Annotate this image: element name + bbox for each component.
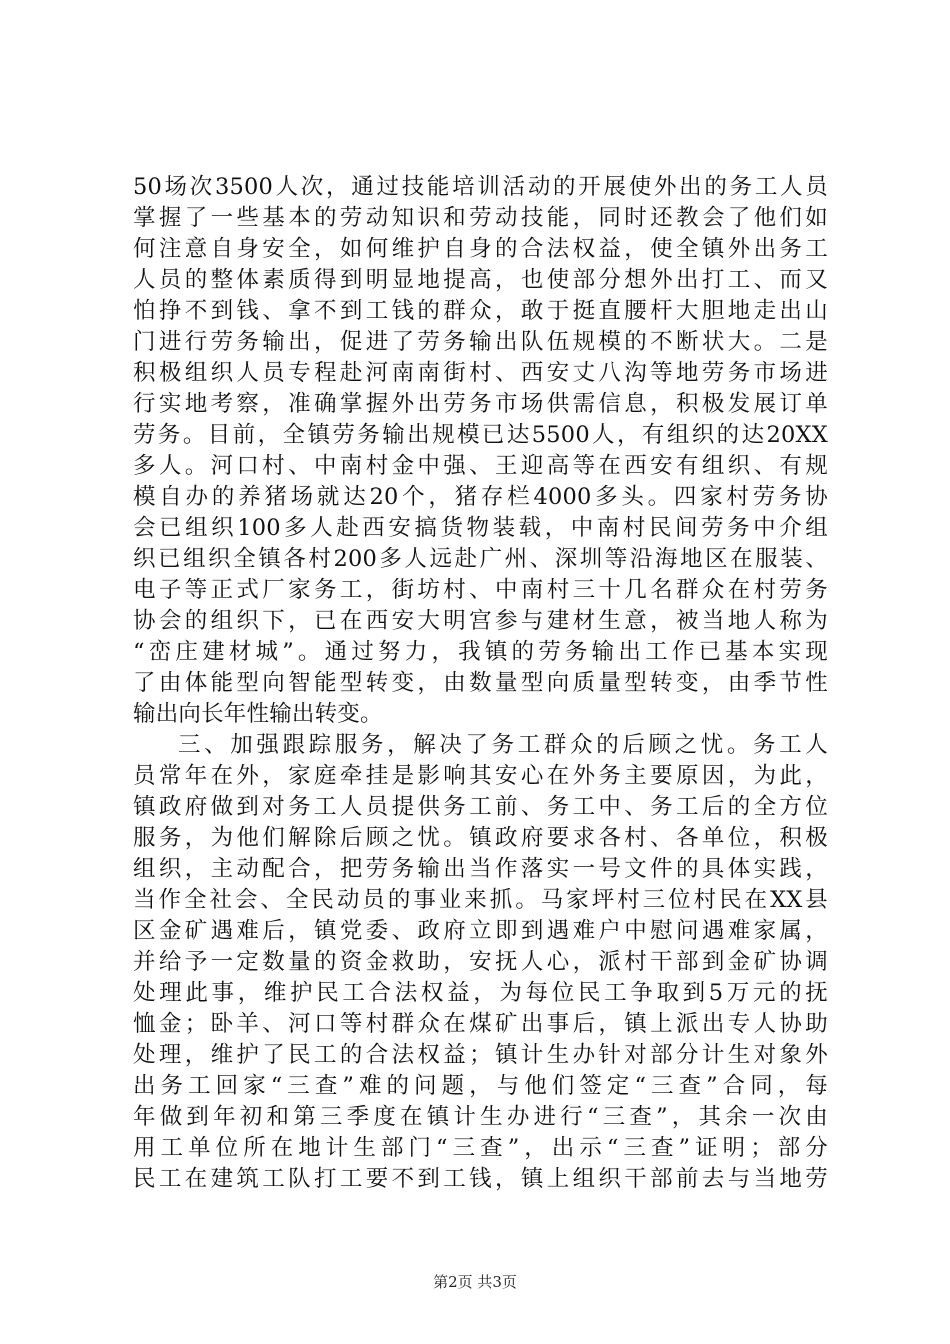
paragraph-line: 织已组织全镇各村200多人远赴广州、深圳等沿海地区在服装、 xyxy=(133,546,828,572)
paragraph-line: 年做到年初和第三季度在镇计生办进行“三查”，其余一次由 xyxy=(133,1104,828,1130)
paragraph-line: 处理，维护了民工的合法权益；镇计生办针对部分计生对象外 xyxy=(133,1042,828,1068)
page-number-footer: 第2页 共3页 xyxy=(433,1273,517,1291)
paragraph-line: 人员的整体素质得到明显地提高，也使部分想外出打工、而又 xyxy=(133,267,828,293)
paragraph-line: 门进行劳务输出，促进了劳务输出队伍规模的不断状大。二是 xyxy=(133,329,828,355)
paragraph-line: 恤金；卧羊、河口等村群众在煤矿出事后，镇上派出专人协助 xyxy=(133,1011,828,1037)
paragraph-line: 镇政府做到对务工人员提供务工前、务工中、务工后的全方位 xyxy=(133,794,828,820)
paragraph-line: 协会的组织下，已在西安大明宫参与建材生意，被当地人称为 xyxy=(133,608,828,634)
paragraph-line: 行实地考察，准确掌握外出劳务市场供需信息，积极发展订单 xyxy=(133,391,828,417)
paragraph-line: 民工在建筑工队打工要不到工钱，镇上组织干部前去与当地劳 xyxy=(133,1166,828,1192)
paragraph-line: 会已组织100多人赴西安搞货物装载，中南村民间劳务中介组 xyxy=(133,515,828,541)
paragraph-line: 模自办的养猪场就达20个，猪存栏4000多头。四家村劳务协 xyxy=(133,484,828,510)
paragraph-line: 当作全社会、全民动员的事业来抓。马家坪村三位村民在XX县 xyxy=(133,887,828,913)
paragraph-line: 员常年在外，家庭牵挂是影响其安心在外务主要原因，为此， xyxy=(133,763,828,789)
document-body xyxy=(133,172,828,1195)
paragraph-line: “峦庄建材城”。通过努力，我镇的劳务输出工作已基本实现 xyxy=(133,639,828,665)
paragraph-line: 区金矿遇难后，镇党委、政府立即到遇难户中慰问遇难家属， xyxy=(133,918,828,944)
paragraph-line: 积极组织人员专程赴河南南街村、西安丈八沟等地劳务市场进 xyxy=(133,360,828,386)
paragraph-line: 用工单位所在地计生部门“三查”，出示“三查”证明；部分 xyxy=(133,1135,828,1161)
paragraph-line: 劳务。目前，全镇劳务输出规模已达5500人，有组织的达20XX xyxy=(133,422,828,448)
paragraph-line: 组织，主动配合，把劳务输出当作落实一号文件的具体实践， xyxy=(133,856,828,882)
paragraph-line: 并给予一定数量的资金救助，安抚人心，派村干部到金矿协调 xyxy=(133,949,828,975)
paragraph-line: 三、加强跟踪服务，解决了务工群众的后顾之忧。务工人 xyxy=(178,732,828,758)
paragraph-line: 怕挣不到钱、拿不到工钱的群众，敢于挺直腰杆大胆地走出山 xyxy=(133,298,828,324)
paragraph-line: 输出向长年性输出转变。 xyxy=(133,701,383,727)
paragraph-line: 服务，为他们解除后顾之忧。镇政府要求各村、各单位，积极 xyxy=(133,825,828,851)
paragraph-line: 了由体能型向智能型转变，由数量型向质量型转变，由季节性 xyxy=(133,670,828,696)
paragraph-line: 处理此事，维护民工合法权益，为每位民工争取到5万元的抚 xyxy=(133,980,828,1006)
paragraph-line: 电子等正式厂家务工，街坊村、中南村三十几名群众在村劳务 xyxy=(133,577,828,603)
paragraph-line: 出务工回家“三查”难的问题，与他们签定“三查”合同，每 xyxy=(133,1073,828,1099)
paragraph-line: 50场次3500人次，通过技能培训活动的开展使外出的务工人员 xyxy=(133,174,828,200)
paragraph-line: 掌握了一些基本的劳动知识和劳动技能，同时还教会了他们如 xyxy=(133,205,828,231)
paragraph-line: 何注意自身安全，如何维护自身的合法权益，使全镇外出务工 xyxy=(133,236,828,262)
paragraph-line: 多人。河口村、中南村金中强、王迎高等在西安有组织、有规 xyxy=(133,453,828,479)
